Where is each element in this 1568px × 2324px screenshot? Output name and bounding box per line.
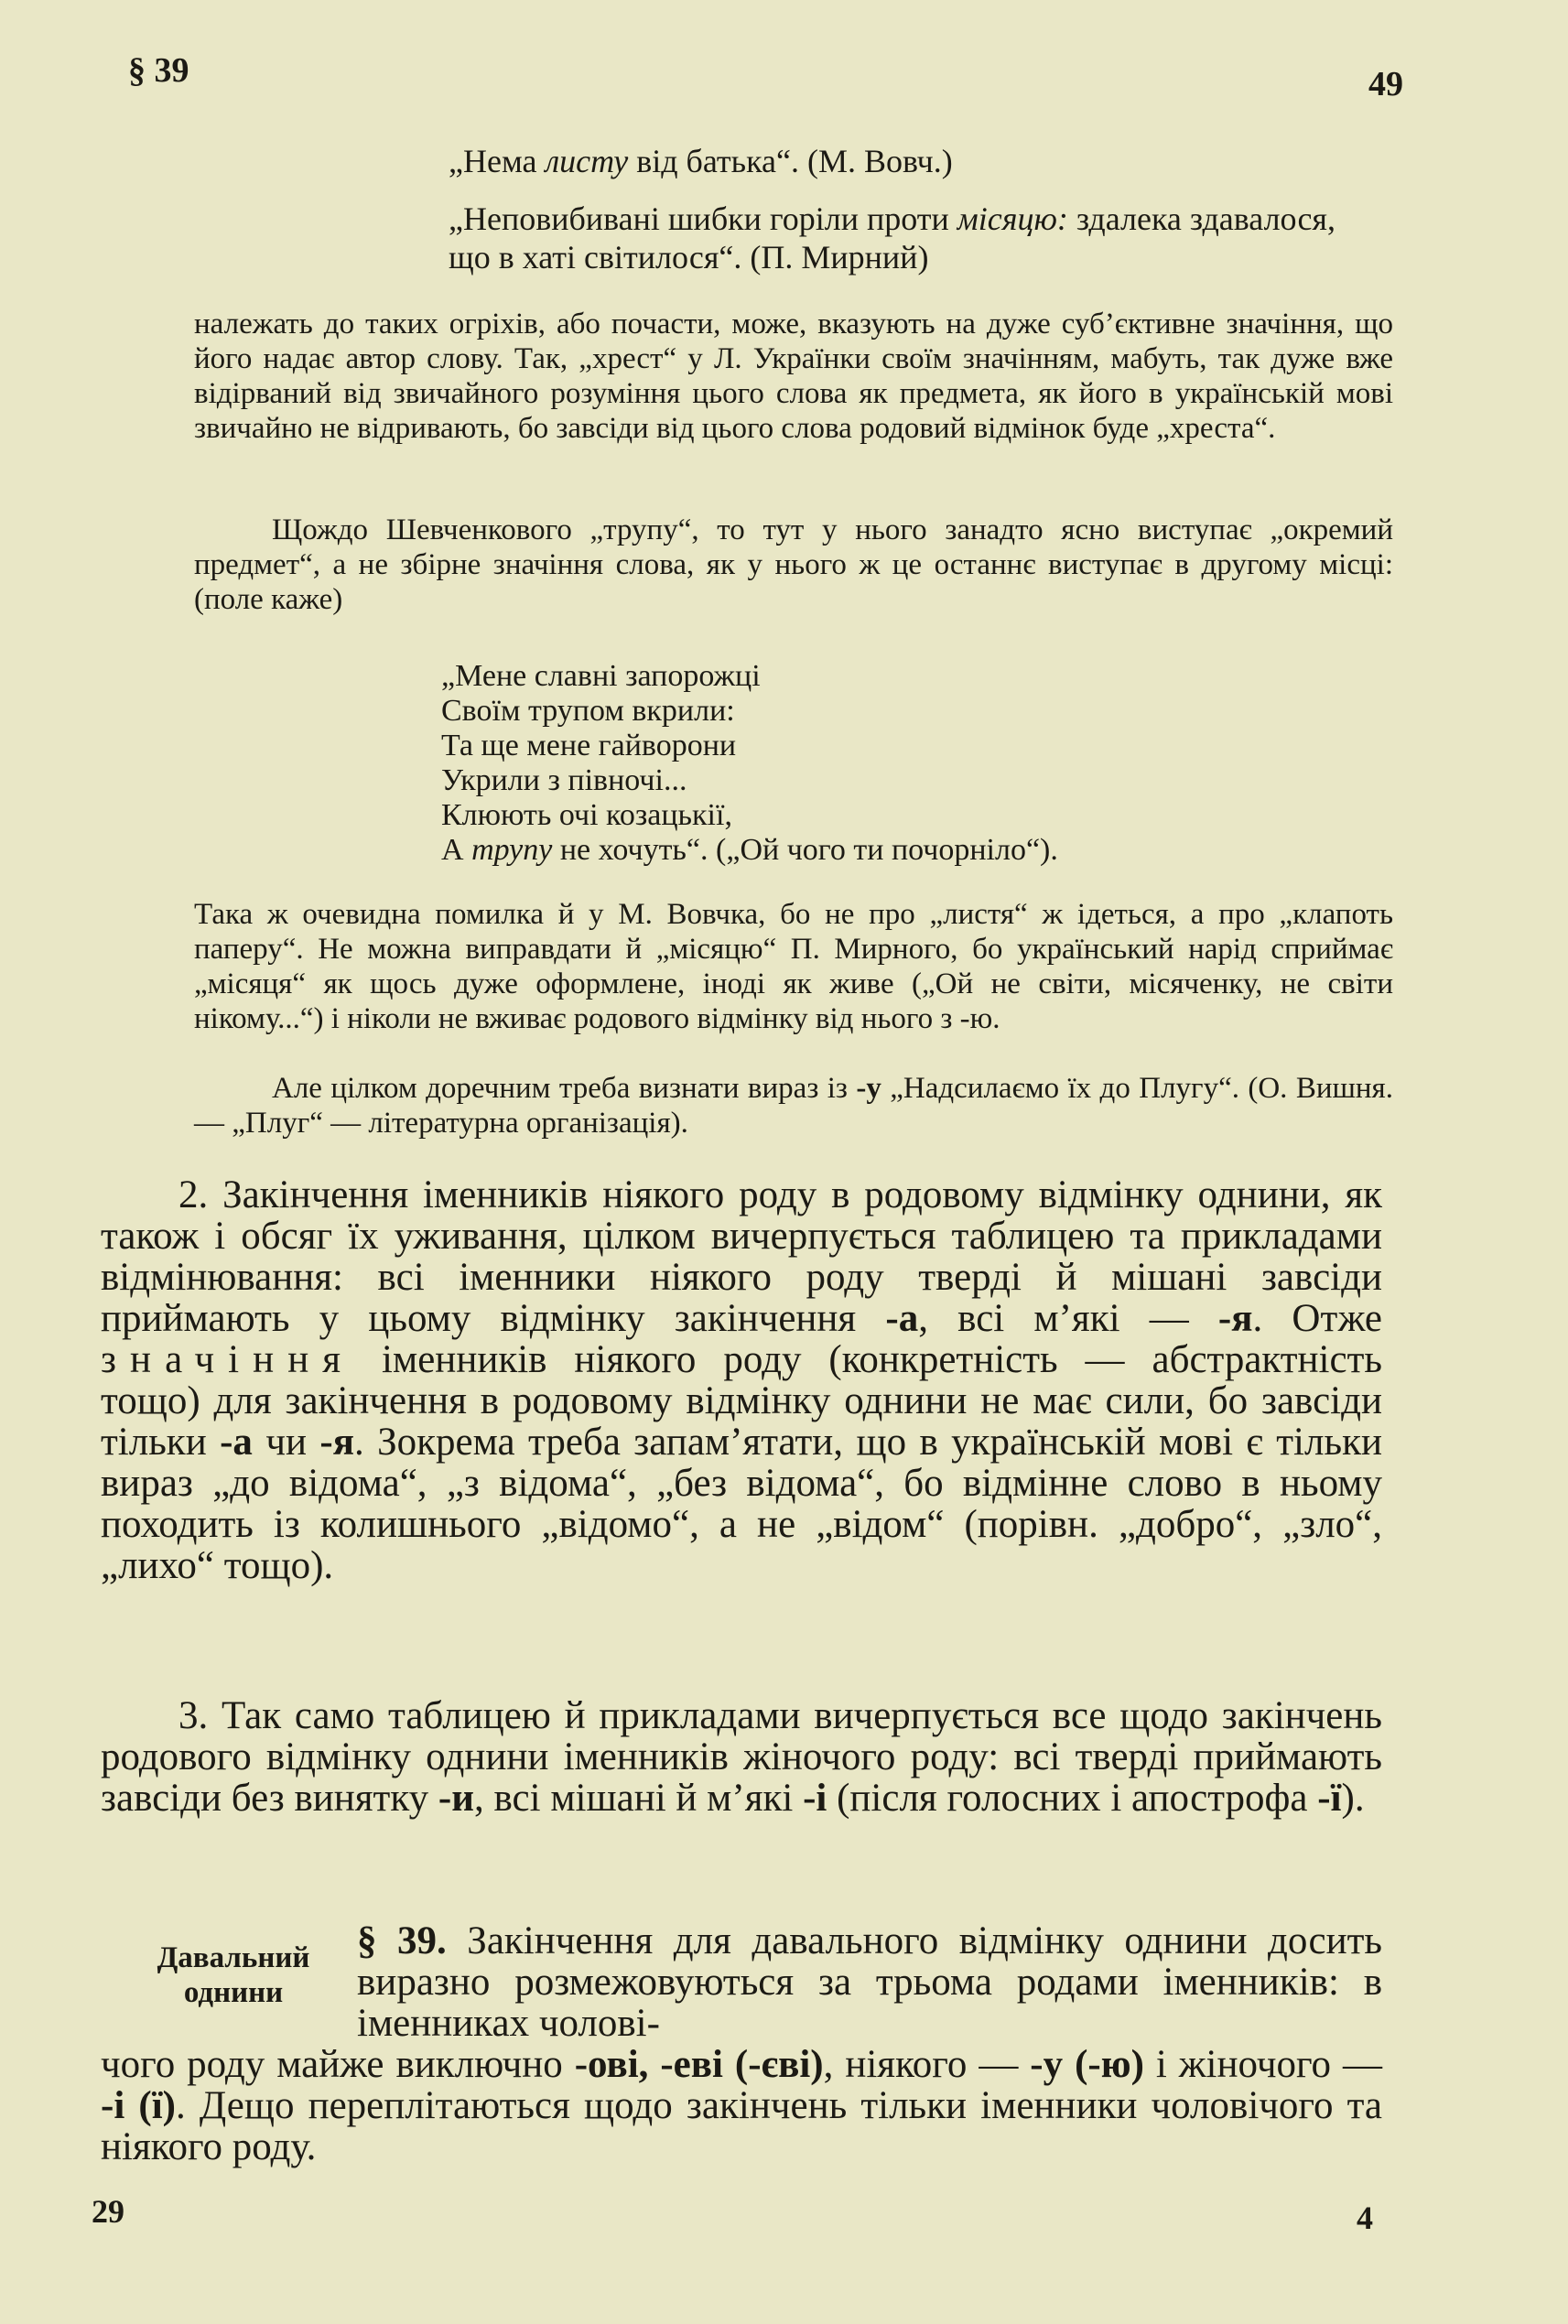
poem-line: „Мене славні запорожці bbox=[441, 659, 761, 693]
signature-mark: 29 bbox=[92, 2193, 124, 2230]
quote-vovchok: „Нема листу від батька“. (М. Вовч.) bbox=[449, 143, 953, 179]
paragraph-small-3: Така ж очевидна помилка й у М. Вовчка, бо не про „листя“ ж ідеться, а про „клапоть паперу“. Не можна виправдати й „місяцю“ П. Мирного, бо український нарід сприймає „місяця“ як щось дуже оформлене, іноді як живе („Ой не світи, місяченку, не світи нікому...“) і ніколи не вживає родового відмінку від нього з -ю. bbox=[194, 898, 1393, 1035]
running-head-section: § 39 bbox=[128, 51, 189, 90]
paragraph-small-2: Щождо Шевченкового „трупу“, то тут у нього занадто ясно виступає „окремий предмет“, а не збірне значіння слова, як у нього ж це останнє виступає в другому місці: (поле каже) bbox=[194, 513, 1393, 616]
poem-line: Клюють очі козацькії, bbox=[441, 798, 732, 832]
section-39 bbox=[101, 1920, 1382, 2167]
quote-myrnyi: „Неповибивані шибки горіли проти місяцю: здалека здавалося, що в хаті світилося“. (П. Мирний) bbox=[449, 200, 1336, 276]
poem-line: Укрили з півночі... bbox=[441, 763, 687, 797]
margin-heading-dative: Давальний однини bbox=[157, 1941, 310, 2009]
poem-quote bbox=[441, 659, 1058, 868]
paragraph-point-3: 3. Так само таблицею й прикладами вичерпується все щодо закінчень родового відмінку однини іменників жіночого роду: всі тверді приймають завсіди без винятку -и, всі мішані й м’які -і (після голосних і апострофа -ї). bbox=[101, 1694, 1382, 1820]
section-39-rest: чого роду майже виключно -ові, -еві (-єві), ніякого — -у (-ю) і жіночого — -і (ї). Дещо переплітаються щодо закінчень тільки іменники чоловічого та ніякого роду. bbox=[101, 2043, 1382, 2168]
poem-line: Своїм трупом вкрили: bbox=[441, 694, 735, 728]
paragraph-point-2: 2. Закінчення іменників ніякого роду в родовому відмінку однини, як також і обсяг їх уживання, цілком вичерпується таблицею та прикладами відмінювання: всі іменники ніякого роду тверді й мішані завсіди приймають у цьому відмінку закінчення -а, всі м’які — -я. Отже значіння іменників ніякого роду (конкретність — абстрактність тощо) для закінчення в родовому відмінку однини не має сили, бо завсіди тільки -а чи -я. Зокрема треба запам’ятати, що в українській мові є тільки вираз „до відома“, „з відома“, „без відома“, бо відмінне слово в ньому походить із колишнього „відомо“, а не „відом“ (порівн. „добро“, „зло“, „лихо“ тощо). bbox=[101, 1173, 1383, 1587]
section-39-lead: § 39. Закінчення для давального відмінку однини досить виразно розмежовуються за трьома родами іменників: в іменниках чолові- bbox=[357, 1919, 1382, 2045]
poem-line: Та ще мене гайворони bbox=[441, 729, 737, 762]
paragraph-small-1: належать до таких огріхів, або почасти, може, вказують на дуже суб’єктивне значіння, що його надає автор слову. Так, „хрест“ у Л. Українки своїм значінням, мабуть, так дуже вже відірваний від звичайного розуміння цього слова як предмета, як його в українській мові звичайно не відривають, бо завсіди від цього слова родовий відмінок буде „хреста“. bbox=[194, 308, 1393, 445]
page-number: 49 bbox=[1368, 65, 1403, 103]
paragraph-small-4: Але цілком доречним треба визнати вираз із -у „Надсилаємо їх до Плугу“. (О. Вишня. — „Плуг“ — літературна організація). bbox=[194, 1072, 1393, 1140]
poem-line: А трупу не хочуть“. („Ой чого ти почорніло“). bbox=[441, 833, 1058, 867]
sheet-number: 4 bbox=[1357, 2200, 1373, 2236]
